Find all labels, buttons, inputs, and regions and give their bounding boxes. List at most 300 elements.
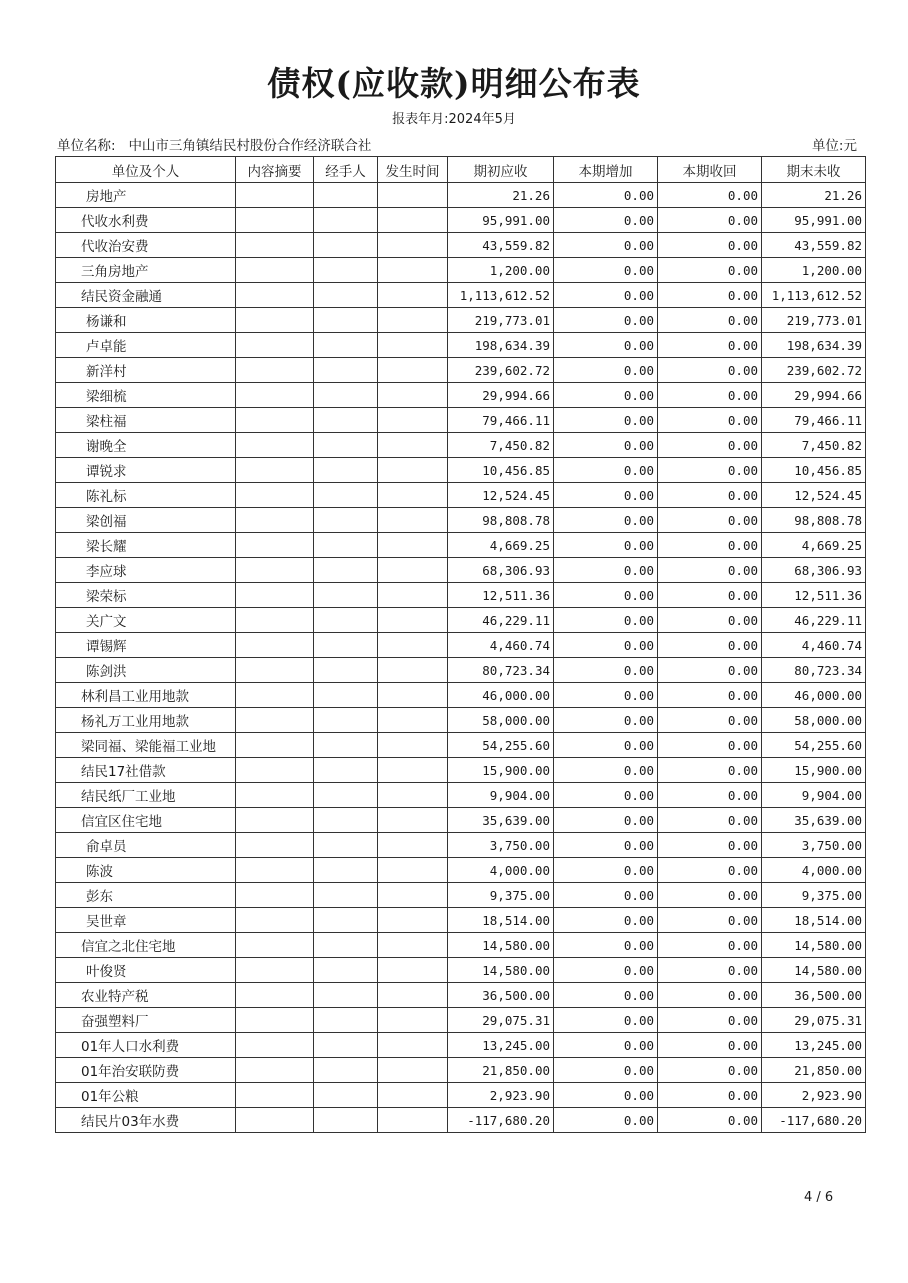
cell-summary [236, 858, 314, 883]
cell-entity: 谭锐求 [56, 458, 236, 483]
cell-entity: 01年治安联防费 [56, 1058, 236, 1083]
table-row [56, 933, 866, 958]
cell-increase: 0.00 [554, 508, 658, 533]
cell-summary [236, 583, 314, 608]
cell-entity: 谭锡辉 [56, 633, 236, 658]
cell-opening: 14,580.00 [448, 933, 554, 958]
cell-date [378, 433, 448, 458]
cell-date [378, 358, 448, 383]
cell-handler [314, 183, 378, 208]
table-row [56, 1008, 866, 1033]
cell-summary [236, 1058, 314, 1083]
cell-closing: 4,669.25 [762, 533, 866, 558]
table-row [56, 983, 866, 1008]
cell-date [378, 608, 448, 633]
cell-entity: 卢卓能 [56, 333, 236, 358]
cell-opening: 79,466.11 [448, 408, 554, 433]
cell-entity: 信宜区住宅地 [56, 808, 236, 833]
cell-collected: 0.00 [658, 858, 762, 883]
cell-increase: 0.00 [554, 633, 658, 658]
cell-summary [236, 333, 314, 358]
cell-closing: 80,723.34 [762, 658, 866, 683]
cell-closing: 43,559.82 [762, 233, 866, 258]
cell-closing: 1,113,612.52 [762, 283, 866, 308]
table-header-row [56, 157, 866, 183]
cell-collected: 0.00 [658, 558, 762, 583]
cell-entity: 梁柱福 [56, 408, 236, 433]
cell-collected: 0.00 [658, 583, 762, 608]
cell-closing: 219,773.01 [762, 308, 866, 333]
cell-summary [236, 358, 314, 383]
cell-increase: 0.00 [554, 208, 658, 233]
cell-increase: 0.00 [554, 458, 658, 483]
cell-closing: 7,450.82 [762, 433, 866, 458]
cell-increase: 0.00 [554, 908, 658, 933]
cell-summary [236, 208, 314, 233]
cell-handler [314, 658, 378, 683]
cell-summary [236, 283, 314, 308]
cell-closing: 68,306.93 [762, 558, 866, 583]
cell-handler [314, 783, 378, 808]
cell-closing: 4,000.00 [762, 858, 866, 883]
cell-summary [236, 633, 314, 658]
table-row [56, 458, 866, 483]
cell-collected: 0.00 [658, 933, 762, 958]
cell-date [378, 633, 448, 658]
cell-summary [236, 383, 314, 408]
cell-date [378, 583, 448, 608]
cell-date [378, 1108, 448, 1133]
cell-closing: 58,000.00 [762, 708, 866, 733]
report-period [0, 108, 908, 127]
cell-opening: 14,580.00 [448, 958, 554, 983]
cell-entity: 杨礼万工业用地款 [56, 708, 236, 733]
cell-entity: 吴世章 [56, 908, 236, 933]
cell-collected: 0.00 [658, 1033, 762, 1058]
cell-collected: 0.00 [658, 683, 762, 708]
cell-closing: 21,850.00 [762, 1058, 866, 1083]
cell-opening: 58,000.00 [448, 708, 554, 733]
cell-handler [314, 583, 378, 608]
cell-entity: 01年公粮 [56, 1083, 236, 1108]
cell-opening: 46,229.11 [448, 608, 554, 633]
cell-date [378, 383, 448, 408]
cell-entity: 杨谦和 [56, 308, 236, 333]
header-entity: 单位及个人 [56, 157, 236, 183]
cell-entity: 奋强塑料厂 [56, 1008, 236, 1033]
cell-date [378, 508, 448, 533]
table-row [56, 758, 866, 783]
cell-opening: 29,075.31 [448, 1008, 554, 1033]
cell-collected: 0.00 [658, 733, 762, 758]
cell-handler [314, 758, 378, 783]
table-row [56, 958, 866, 983]
table-row [56, 808, 866, 833]
cell-handler [314, 258, 378, 283]
cell-collected: 0.00 [658, 908, 762, 933]
cell-increase: 0.00 [554, 383, 658, 408]
cell-summary [236, 308, 314, 333]
table-row [56, 558, 866, 583]
cell-opening: 15,900.00 [448, 758, 554, 783]
cell-summary [236, 833, 314, 858]
cell-collected: 0.00 [658, 383, 762, 408]
cell-increase: 0.00 [554, 183, 658, 208]
cell-collected: 0.00 [658, 1083, 762, 1108]
cell-handler [314, 508, 378, 533]
cell-opening: 9,375.00 [448, 883, 554, 908]
cell-handler [314, 708, 378, 733]
cell-increase: 0.00 [554, 708, 658, 733]
cell-increase: 0.00 [554, 733, 658, 758]
cell-summary [236, 983, 314, 1008]
cell-handler [314, 383, 378, 408]
cell-opening: 29,994.66 [448, 383, 554, 408]
cell-opening: 46,000.00 [448, 683, 554, 708]
cell-opening: 98,808.78 [448, 508, 554, 533]
currency-unit: 单位:元 [811, 138, 857, 154]
cell-handler [314, 608, 378, 633]
cell-closing: 21.26 [762, 183, 866, 208]
cell-opening: 4,460.74 [448, 633, 554, 658]
cell-entity: 梁同福、梁能福工业地 [56, 733, 236, 758]
cell-entity: 代收治安费 [56, 233, 236, 258]
cell-entity: 房地产 [56, 183, 236, 208]
cell-increase: 0.00 [554, 683, 658, 708]
cell-opening: 10,456.85 [448, 458, 554, 483]
cell-entity: 陈波 [56, 858, 236, 883]
cell-opening: 21.26 [448, 183, 554, 208]
cell-collected: 0.00 [658, 233, 762, 258]
cell-entity: 01年人口水利费 [56, 1033, 236, 1058]
cell-increase: 0.00 [554, 1033, 658, 1058]
cell-collected: 0.00 [658, 808, 762, 833]
cell-increase: 0.00 [554, 783, 658, 808]
cell-date [378, 758, 448, 783]
cell-summary [236, 808, 314, 833]
cell-collected: 0.00 [658, 883, 762, 908]
cell-handler [314, 683, 378, 708]
cell-increase: 0.00 [554, 1058, 658, 1083]
header-collected: 本期收回 [658, 157, 762, 183]
cell-increase: 0.00 [554, 608, 658, 633]
cell-closing: 46,000.00 [762, 683, 866, 708]
page-number: 4 / 6 [804, 1190, 834, 1205]
cell-collected: 0.00 [658, 508, 762, 533]
cell-opening: 1,113,612.52 [448, 283, 554, 308]
table-row [56, 858, 866, 883]
cell-entity: 梁创福 [56, 508, 236, 533]
cell-handler [314, 1008, 378, 1033]
cell-increase: 0.00 [554, 533, 658, 558]
table-row [56, 433, 866, 458]
cell-handler [314, 883, 378, 908]
cell-closing: 79,466.11 [762, 408, 866, 433]
cell-handler [314, 633, 378, 658]
cell-collected: 0.00 [658, 758, 762, 783]
cell-date [378, 183, 448, 208]
cell-date [378, 283, 448, 308]
cell-collected: 0.00 [658, 1058, 762, 1083]
cell-opening: 95,991.00 [448, 208, 554, 233]
cell-date [378, 258, 448, 283]
header-summary: 内容摘要 [236, 157, 314, 183]
table-row [56, 408, 866, 433]
cell-collected: 0.00 [658, 658, 762, 683]
cell-increase: 0.00 [554, 583, 658, 608]
cell-summary [236, 533, 314, 558]
cell-increase: 0.00 [554, 308, 658, 333]
cell-handler [314, 358, 378, 383]
table-row [56, 733, 866, 758]
cell-increase: 0.00 [554, 858, 658, 883]
cell-closing: 10,456.85 [762, 458, 866, 483]
cell-entity: 梁长耀 [56, 533, 236, 558]
cell-entity: 俞卓员 [56, 833, 236, 858]
table-row [56, 233, 866, 258]
cell-handler [314, 858, 378, 883]
cell-date [378, 858, 448, 883]
table-row [56, 583, 866, 608]
table-row [56, 258, 866, 283]
cell-handler [314, 833, 378, 858]
cell-handler [314, 1033, 378, 1058]
cell-summary [236, 783, 314, 808]
cell-summary [236, 608, 314, 633]
cell-increase: 0.00 [554, 358, 658, 383]
cell-closing: 239,602.72 [762, 358, 866, 383]
cell-handler [314, 433, 378, 458]
cell-entity: 谢晚全 [56, 433, 236, 458]
cell-opening: 12,511.36 [448, 583, 554, 608]
table-row [56, 1058, 866, 1083]
table-row [56, 908, 866, 933]
cell-increase: 0.00 [554, 658, 658, 683]
cell-date [378, 558, 448, 583]
cell-entity: 彭东 [56, 883, 236, 908]
cell-closing: 18,514.00 [762, 908, 866, 933]
cell-date [378, 908, 448, 933]
header-closing: 期末未收 [762, 157, 866, 183]
cell-summary [236, 733, 314, 758]
cell-collected: 0.00 [658, 1108, 762, 1133]
cell-handler [314, 458, 378, 483]
cell-date [378, 983, 448, 1008]
cell-opening: 4,000.00 [448, 858, 554, 883]
cell-closing: 2,923.90 [762, 1083, 866, 1108]
cell-opening: 13,245.00 [448, 1033, 554, 1058]
cell-entity: 叶俊贤 [56, 958, 236, 983]
cell-increase: 0.00 [554, 333, 658, 358]
cell-handler [314, 558, 378, 583]
cell-opening: 239,602.72 [448, 358, 554, 383]
cell-increase: 0.00 [554, 958, 658, 983]
cell-entity: 陈礼标 [56, 483, 236, 508]
cell-date [378, 933, 448, 958]
cell-increase: 0.00 [554, 558, 658, 583]
cell-summary [236, 1008, 314, 1033]
table-row [56, 658, 866, 683]
cell-collected: 0.00 [658, 358, 762, 383]
table-row [56, 708, 866, 733]
table-body [56, 183, 866, 1133]
table-row [56, 633, 866, 658]
cell-collected: 0.00 [658, 308, 762, 333]
cell-summary [236, 1083, 314, 1108]
cell-increase: 0.00 [554, 283, 658, 308]
cell-collected: 0.00 [658, 458, 762, 483]
cell-opening: 68,306.93 [448, 558, 554, 583]
header-date: 发生时间 [378, 157, 448, 183]
cell-increase: 0.00 [554, 433, 658, 458]
table-row [56, 608, 866, 633]
cell-collected: 0.00 [658, 208, 762, 233]
table-row [56, 783, 866, 808]
table-row [56, 208, 866, 233]
cell-collected: 0.00 [658, 433, 762, 458]
cell-entity: 结民17社借款 [56, 758, 236, 783]
cell-date [378, 958, 448, 983]
cell-summary [236, 658, 314, 683]
table-row [56, 308, 866, 333]
cell-closing: 4,460.74 [762, 633, 866, 658]
cell-summary [236, 508, 314, 533]
cell-date [378, 1008, 448, 1033]
cell-increase: 0.00 [554, 808, 658, 833]
cell-handler [314, 1108, 378, 1133]
cell-closing: 12,524.45 [762, 483, 866, 508]
cell-date [378, 658, 448, 683]
cell-opening: 3,750.00 [448, 833, 554, 858]
cell-closing: 14,580.00 [762, 958, 866, 983]
cell-date [378, 808, 448, 833]
cell-collected: 0.00 [658, 283, 762, 308]
cell-date [378, 783, 448, 808]
cell-closing: 46,229.11 [762, 608, 866, 633]
cell-entity: 结民纸厂工业地 [56, 783, 236, 808]
cell-summary [236, 758, 314, 783]
cell-closing: 3,750.00 [762, 833, 866, 858]
cell-increase: 0.00 [554, 933, 658, 958]
cell-date [378, 308, 448, 333]
cell-increase: 0.00 [554, 258, 658, 283]
table-row [56, 383, 866, 408]
cell-closing: 13,245.00 [762, 1033, 866, 1058]
cell-entity: 农业特产税 [56, 983, 236, 1008]
cell-opening: -117,680.20 [448, 1108, 554, 1133]
cell-collected: 0.00 [658, 633, 762, 658]
cell-handler [314, 308, 378, 333]
table-row [56, 833, 866, 858]
cell-date [378, 458, 448, 483]
table-row [56, 483, 866, 508]
cell-entity: 代收水利费 [56, 208, 236, 233]
cell-handler [314, 908, 378, 933]
cell-date [378, 708, 448, 733]
cell-collected: 0.00 [658, 783, 762, 808]
cell-closing: 95,991.00 [762, 208, 866, 233]
cell-date [378, 683, 448, 708]
cell-closing: 36,500.00 [762, 983, 866, 1008]
cell-closing: 29,075.31 [762, 1008, 866, 1033]
cell-summary [236, 1033, 314, 1058]
table-row [56, 883, 866, 908]
cell-closing: 35,639.00 [762, 808, 866, 833]
cell-closing: 98,808.78 [762, 508, 866, 533]
cell-handler [314, 283, 378, 308]
cell-summary [236, 958, 314, 983]
cell-closing: -117,680.20 [762, 1108, 866, 1133]
cell-handler [314, 1083, 378, 1108]
table-row [56, 283, 866, 308]
cell-opening: 43,559.82 [448, 233, 554, 258]
cell-entity: 关广文 [56, 608, 236, 633]
cell-summary [236, 683, 314, 708]
cell-date [378, 733, 448, 758]
cell-collected: 0.00 [658, 408, 762, 433]
cell-handler [314, 233, 378, 258]
cell-collected: 0.00 [658, 483, 762, 508]
table-row [56, 183, 866, 208]
cell-opening: 35,639.00 [448, 808, 554, 833]
cell-opening: 18,514.00 [448, 908, 554, 933]
cell-entity: 结民资金融通 [56, 283, 236, 308]
report-period-value: 2024年5月 [448, 112, 516, 127]
cell-entity: 新洋村 [56, 358, 236, 383]
table-row [56, 333, 866, 358]
cell-increase: 0.00 [554, 1008, 658, 1033]
cell-summary [236, 408, 314, 433]
cell-date [378, 883, 448, 908]
cell-summary [236, 183, 314, 208]
cell-collected: 0.00 [658, 708, 762, 733]
cell-summary [236, 933, 314, 958]
cell-collected: 0.00 [658, 1008, 762, 1033]
header-opening: 期初应收 [448, 157, 554, 183]
cell-date [378, 233, 448, 258]
cell-closing: 1,200.00 [762, 258, 866, 283]
cell-increase: 0.00 [554, 983, 658, 1008]
cell-increase: 0.00 [554, 883, 658, 908]
unit-name-label: 单位名称: [57, 138, 116, 154]
cell-collected: 0.00 [658, 608, 762, 633]
cell-date [378, 208, 448, 233]
table-row [56, 508, 866, 533]
table-row [56, 1033, 866, 1058]
cell-increase: 0.00 [554, 483, 658, 508]
cell-opening: 36,500.00 [448, 983, 554, 1008]
cell-summary [236, 258, 314, 283]
cell-closing: 29,994.66 [762, 383, 866, 408]
cell-opening: 7,450.82 [448, 433, 554, 458]
cell-handler [314, 733, 378, 758]
table-row [56, 683, 866, 708]
cell-date [378, 1058, 448, 1083]
cell-collected: 0.00 [658, 183, 762, 208]
cell-entity: 李应球 [56, 558, 236, 583]
cell-increase: 0.00 [554, 233, 658, 258]
cell-collected: 0.00 [658, 258, 762, 283]
report-period-label: 报表年月: [392, 112, 449, 127]
cell-opening: 4,669.25 [448, 533, 554, 558]
cell-summary [236, 433, 314, 458]
cell-date [378, 1033, 448, 1058]
cell-entity: 梁荣标 [56, 583, 236, 608]
cell-handler [314, 983, 378, 1008]
cell-date [378, 1083, 448, 1108]
cell-handler [314, 333, 378, 358]
cell-summary [236, 883, 314, 908]
